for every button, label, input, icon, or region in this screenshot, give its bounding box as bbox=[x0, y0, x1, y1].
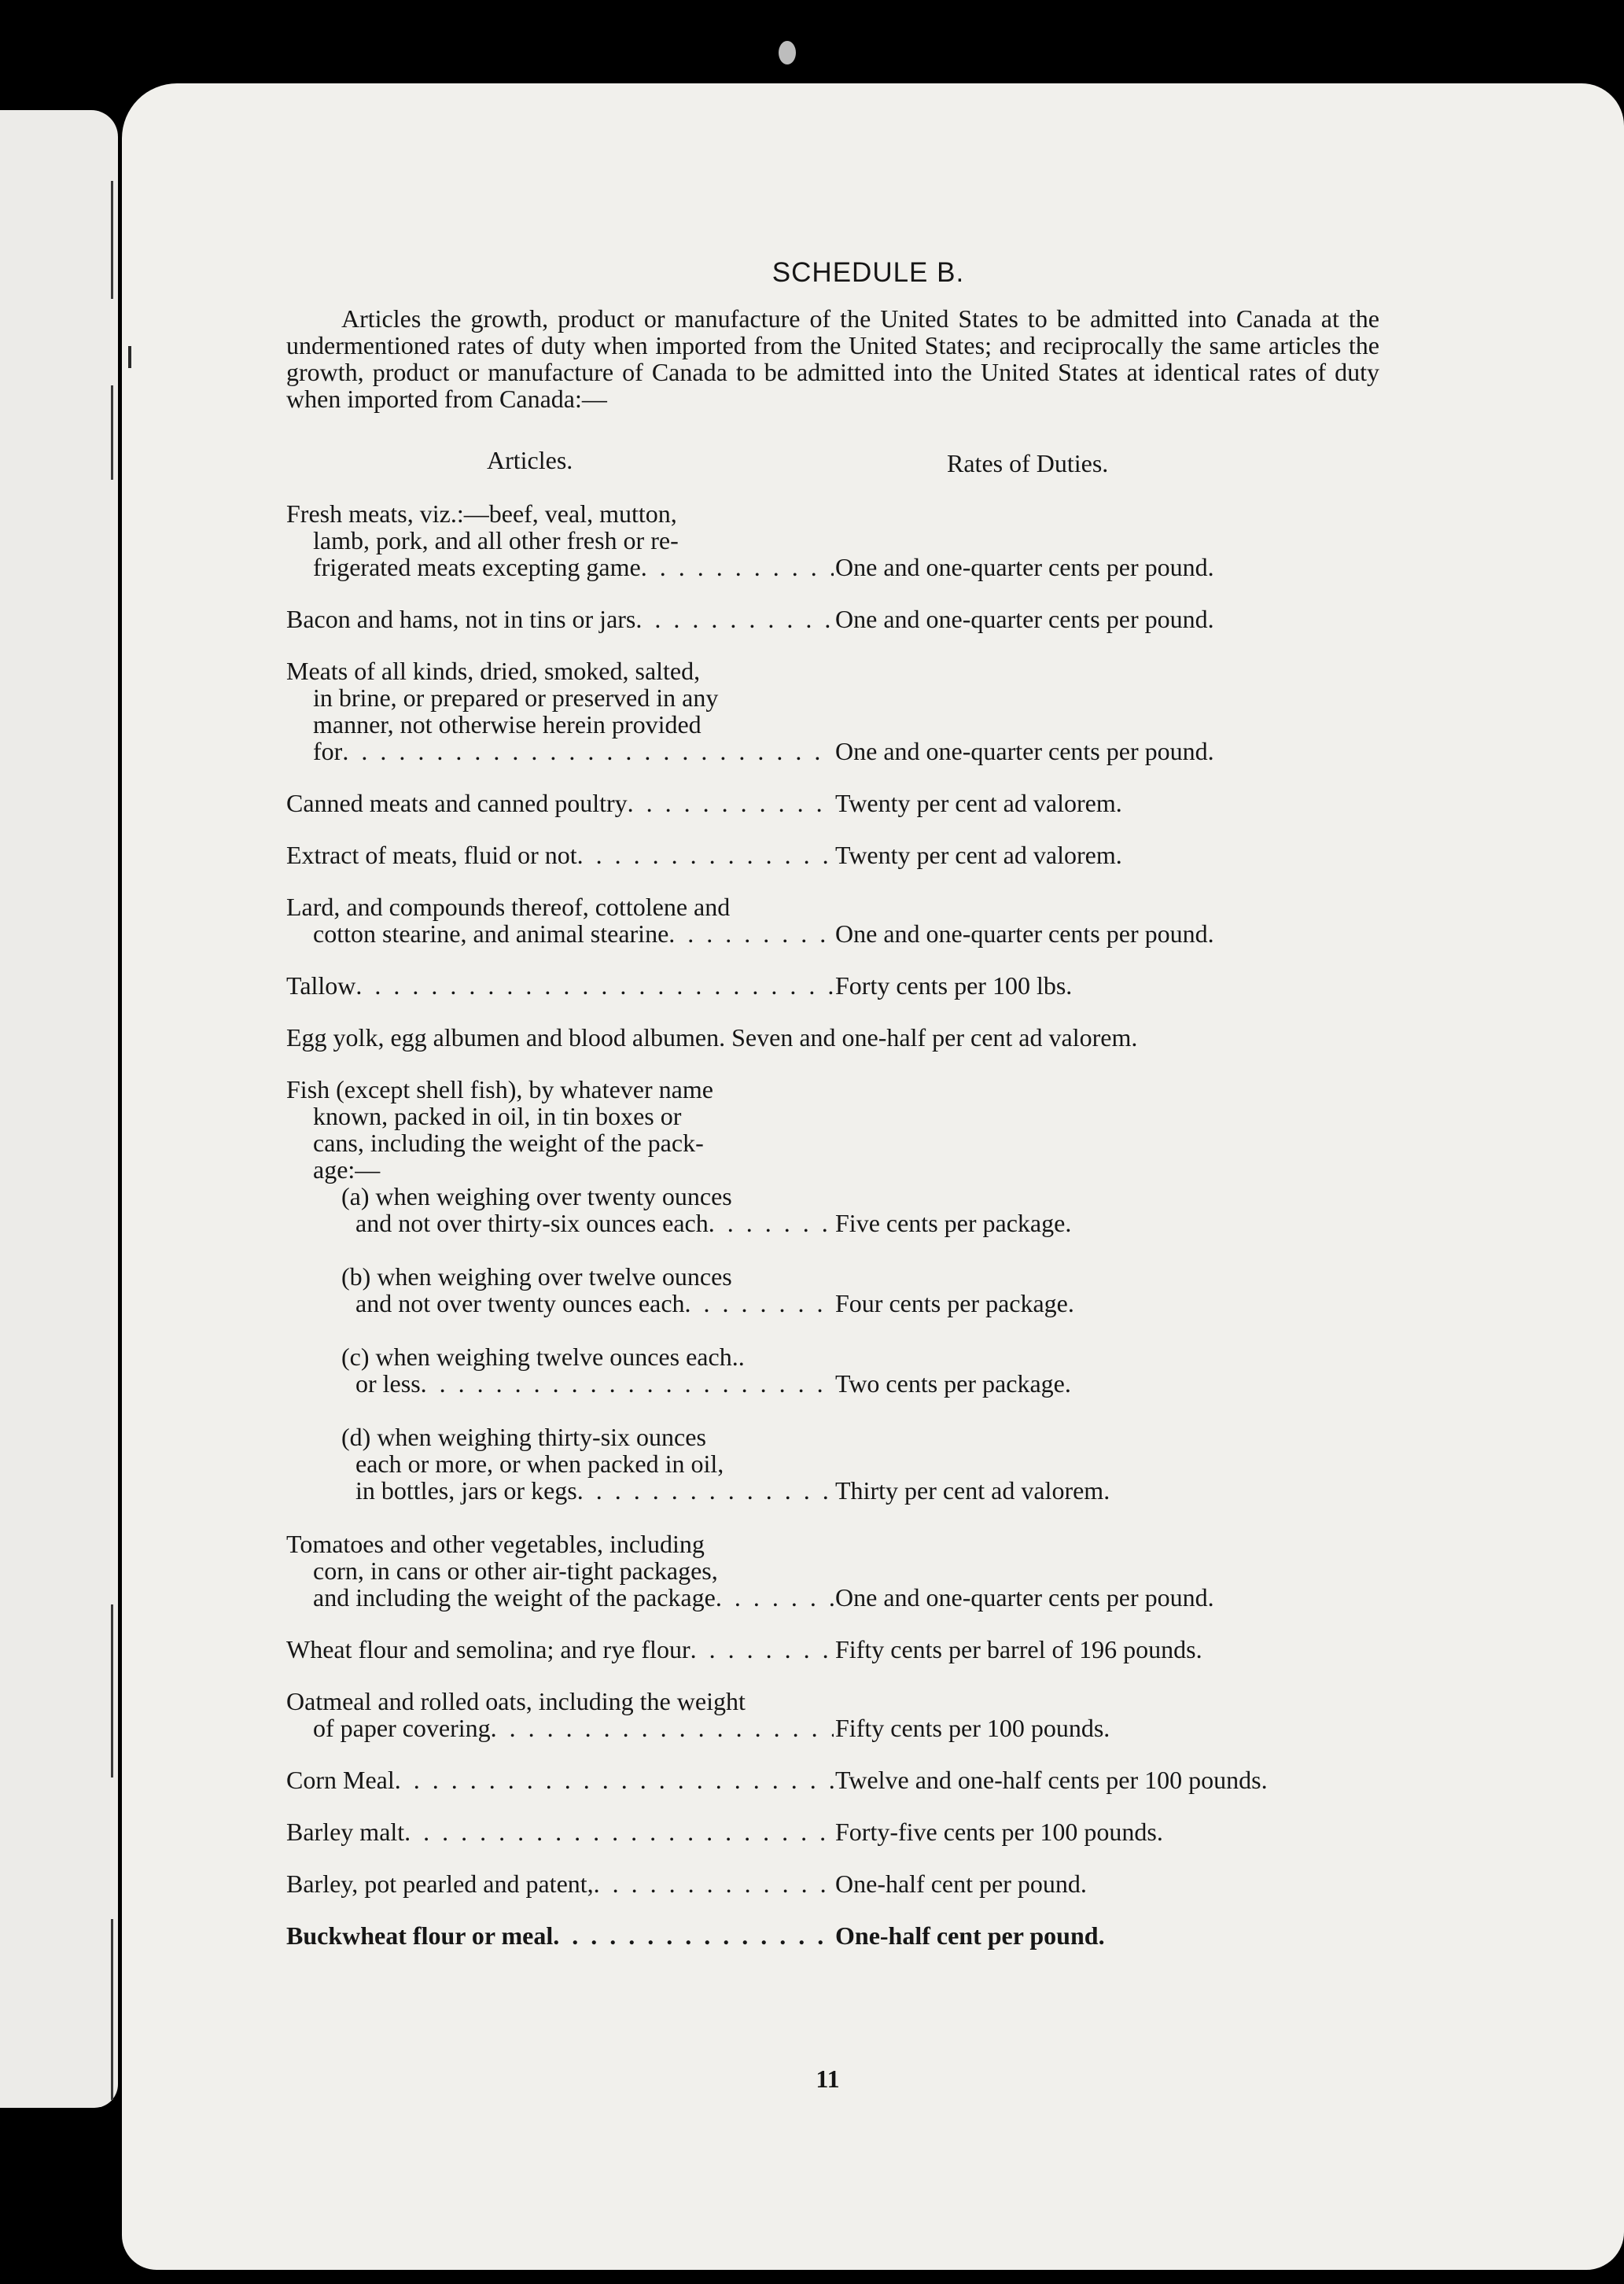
article-line: known, packed in oil, in tin boxes or bbox=[313, 1102, 682, 1130]
article-text bbox=[286, 842, 834, 868]
article-line: cans, including the weight of the pack- bbox=[313, 1129, 704, 1157]
margin-mark bbox=[128, 346, 131, 368]
column-header-articles: Articles. bbox=[487, 446, 573, 474]
column-header-rates: Rates of Duties. bbox=[947, 449, 1109, 477]
dot-leader bbox=[594, 1870, 834, 1897]
sub-entry bbox=[286, 1183, 1379, 1236]
dot-leader bbox=[421, 1370, 834, 1397]
schedule-entry bbox=[286, 972, 1379, 999]
entry-row bbox=[286, 1688, 1379, 1741]
article-line: cotton stearine, and animal stearine bbox=[313, 919, 669, 948]
article-text bbox=[286, 893, 834, 947]
binding-mark bbox=[779, 41, 796, 64]
article-line: (c) when weighing twelve ounces each.. bbox=[341, 1343, 745, 1371]
article-text bbox=[286, 790, 834, 816]
article-last-line bbox=[286, 1715, 834, 1741]
schedule-entry bbox=[286, 842, 1379, 868]
dot-leader bbox=[342, 738, 834, 764]
article-line: for bbox=[313, 737, 343, 765]
dot-leader bbox=[577, 842, 834, 868]
rate-of-duty: Four cents per package. bbox=[835, 1289, 1074, 1317]
schedule-entry bbox=[286, 658, 1379, 764]
article-line: Bacon and hams, not in tins or jars bbox=[286, 605, 636, 633]
rate-of-duty: One and one-quarter cents per pound. bbox=[835, 1583, 1214, 1612]
schedule-entry bbox=[286, 606, 1379, 632]
schedule-content bbox=[286, 257, 1379, 1974]
entry-row bbox=[286, 1183, 1379, 1236]
rate-of-duty: Twenty per cent ad valorem. bbox=[835, 789, 1122, 817]
rate-of-duty: Fifty cents per 100 pounds. bbox=[835, 1714, 1110, 1742]
rate-of-duty: Two cents per package. bbox=[835, 1369, 1071, 1398]
entry-row bbox=[286, 790, 1379, 816]
dot-leader bbox=[716, 1584, 834, 1611]
dot-leader bbox=[553, 1922, 834, 1949]
entry-row bbox=[286, 972, 1379, 999]
rate-of-duty: One-half cent per pound. bbox=[835, 1921, 1105, 1950]
article-last-line bbox=[286, 920, 834, 947]
article-text bbox=[286, 1818, 834, 1845]
article-last-line bbox=[286, 1922, 834, 1949]
schedule-entry bbox=[286, 1922, 1379, 1949]
dot-leader bbox=[404, 1818, 834, 1845]
article-text bbox=[286, 1531, 834, 1611]
article-line: Barley malt bbox=[286, 1818, 405, 1846]
facing-page-edge bbox=[0, 110, 118, 2108]
article-line: Fish (except shell fish), by whatever name bbox=[286, 1075, 713, 1103]
schedule-entry bbox=[286, 1076, 1379, 1504]
schedule-entry bbox=[286, 790, 1379, 816]
rate-of-duty: Thirty per cent ad valorem. bbox=[835, 1476, 1110, 1505]
rate-of-duty: One and one-quarter cents per pound. bbox=[835, 553, 1214, 581]
article-text bbox=[286, 1636, 834, 1663]
rate-of-duty: Forty cents per 100 lbs. bbox=[835, 971, 1073, 1000]
article-text bbox=[286, 1424, 834, 1504]
schedule-entry bbox=[286, 1688, 1379, 1741]
article-line: Fresh meats, viz.:—beef, veal, mutton, bbox=[286, 499, 677, 528]
column-headers bbox=[286, 447, 1379, 500]
schedule-entry bbox=[286, 1531, 1379, 1611]
sub-entry bbox=[286, 1263, 1379, 1317]
article-text bbox=[286, 1263, 834, 1317]
article-line: Tallow bbox=[286, 971, 356, 1000]
dot-leader bbox=[635, 606, 834, 632]
entry-row bbox=[286, 1870, 1379, 1897]
article-line: Barley, pot pearled and patent, bbox=[286, 1870, 594, 1898]
article-line: Wheat flour and semolina; and rye flour bbox=[286, 1635, 690, 1663]
intro-paragraph: Articles the growth, product or manufacture of the United States to be admitted into Canada at the undermentioned rates of duty when imported from the United States; and reciprocally the same articles the growth, product or manufacture of Canada to be admitted into the United States at identical rates of duty when imported from Canada:— bbox=[286, 304, 1379, 413]
article-last-line bbox=[286, 972, 834, 999]
article-line: corn, in cans or other air-tight packages, bbox=[313, 1556, 718, 1585]
article-line: lamb, pork, and all other fresh or re- bbox=[313, 526, 679, 554]
dot-leader bbox=[641, 554, 834, 580]
page-number: 11 bbox=[816, 2065, 840, 2093]
entry-row bbox=[286, 606, 1379, 632]
schedule-entries bbox=[286, 500, 1379, 1949]
article-last-line bbox=[286, 554, 834, 580]
entry-row bbox=[286, 1531, 1379, 1611]
rate-of-duty: One-half cent per pound. bbox=[835, 1870, 1087, 1898]
article-text bbox=[286, 1183, 834, 1236]
article-line: Lard, and compounds thereof, cottolene and bbox=[286, 893, 731, 921]
article-text bbox=[286, 1343, 834, 1397]
article-line: in brine, or prepared or preserved in any bbox=[313, 683, 719, 712]
article-text bbox=[286, 606, 834, 632]
schedule-entry bbox=[286, 1766, 1379, 1793]
article-line: (a) when weighing over twenty ounces bbox=[341, 1182, 732, 1210]
sub-entry bbox=[286, 1424, 1379, 1504]
dot-leader bbox=[577, 1477, 834, 1504]
dot-leader bbox=[628, 790, 834, 816]
article-text bbox=[286, 1688, 834, 1741]
rate-of-duty: One and one-quarter cents per pound. bbox=[835, 737, 1214, 765]
schedule-entry bbox=[286, 500, 1379, 580]
rate-of-duty: One and one-quarter cents per pound. bbox=[835, 919, 1214, 948]
article-line: of paper covering bbox=[313, 1714, 491, 1742]
article-line: manner, not otherwise herein provided bbox=[313, 710, 702, 739]
article-line: or less bbox=[355, 1369, 421, 1398]
article-line: frigerated meats excepting game bbox=[313, 553, 641, 581]
article-text bbox=[286, 1870, 834, 1897]
entry-row bbox=[286, 1343, 1379, 1397]
article-last-line bbox=[286, 1818, 834, 1845]
article-last-line bbox=[286, 1477, 834, 1504]
entry-full-line: Egg yolk, egg albumen and blood albumen. Seven and one-half per cent ad valorem. bbox=[286, 1023, 1138, 1052]
article-line: Canned meats and canned poultry bbox=[286, 789, 628, 817]
rate-of-duty: Twenty per cent ad valorem. bbox=[835, 841, 1122, 869]
schedule-entry bbox=[286, 1024, 1379, 1051]
rate-of-duty: Twelve and one-half cents per 100 pounds. bbox=[835, 1766, 1268, 1794]
article-line: and including the weight of the package bbox=[313, 1583, 716, 1612]
rate-of-duty: One and one-quarter cents per pound. bbox=[835, 605, 1214, 633]
article-text bbox=[286, 658, 834, 764]
entry-row bbox=[286, 500, 1379, 580]
rate-of-duty: Fifty cents per barrel of 196 pounds. bbox=[835, 1635, 1202, 1663]
entry-row bbox=[286, 842, 1379, 868]
rate-of-duty: Five cents per package. bbox=[835, 1209, 1072, 1237]
dot-leader bbox=[668, 920, 834, 947]
schedule-entry bbox=[286, 1636, 1379, 1663]
article-line: in bottles, jars or kegs bbox=[355, 1476, 577, 1505]
article-last-line bbox=[286, 1636, 834, 1663]
article-text bbox=[286, 972, 834, 999]
entry-row bbox=[286, 1263, 1379, 1317]
article-line: Buckwheat flour or meal bbox=[286, 1921, 554, 1950]
article-last-line bbox=[286, 790, 834, 816]
article-line: Extract of meats, fluid or not bbox=[286, 841, 577, 869]
article-line: (d) when weighing thirty-six ounces bbox=[341, 1423, 706, 1451]
dot-leader bbox=[685, 1290, 834, 1317]
dot-leader bbox=[709, 1210, 834, 1236]
page-title: SCHEDULE B. bbox=[771, 257, 965, 288]
article-last-line bbox=[286, 1766, 834, 1793]
sub-entry bbox=[286, 1343, 1379, 1397]
dot-leader bbox=[355, 972, 834, 999]
article-last-line bbox=[286, 1210, 834, 1236]
article-text bbox=[286, 500, 834, 580]
entry-row bbox=[286, 1636, 1379, 1663]
article-text bbox=[286, 1922, 834, 1949]
article-last-line bbox=[286, 1370, 834, 1397]
article-line: each or more, or when packed in oil, bbox=[355, 1450, 724, 1478]
entry-row bbox=[286, 1922, 1379, 1949]
article-line: Corn Meal bbox=[286, 1766, 395, 1794]
schedule-entry bbox=[286, 1818, 1379, 1845]
dot-leader bbox=[395, 1766, 834, 1793]
entry-row bbox=[286, 1766, 1379, 1793]
article-last-line bbox=[286, 1290, 834, 1317]
entry-row bbox=[286, 893, 1379, 947]
article-last-line bbox=[286, 738, 834, 764]
entry-row bbox=[286, 658, 1379, 764]
article-last-line bbox=[286, 1870, 834, 1897]
article-line: age:— bbox=[313, 1155, 381, 1184]
article-text bbox=[286, 1766, 834, 1793]
article-line: and not over twenty ounces each bbox=[355, 1289, 685, 1317]
article-line: and not over thirty-six ounces each bbox=[355, 1209, 709, 1237]
article-last-line bbox=[286, 842, 834, 868]
article-text bbox=[286, 1076, 834, 1183]
dot-leader bbox=[491, 1715, 834, 1741]
article-last-line bbox=[286, 606, 834, 632]
entry-row bbox=[286, 1818, 1379, 1845]
rate-of-duty: Forty-five cents per 100 pounds. bbox=[835, 1818, 1163, 1846]
article-line: Oatmeal and rolled oats, including the weight bbox=[286, 1687, 746, 1715]
article-line: Meats of all kinds, dried, smoked, salted, bbox=[286, 657, 701, 685]
entry-row bbox=[286, 1424, 1379, 1504]
schedule-entry bbox=[286, 893, 1379, 947]
article-line: (b) when weighing over twelve ounces bbox=[341, 1262, 732, 1291]
schedule-entry bbox=[286, 1870, 1379, 1897]
dot-leader bbox=[690, 1636, 834, 1663]
article-last-line bbox=[286, 1584, 834, 1611]
article-line: Tomatoes and other vegetables, including bbox=[286, 1530, 705, 1558]
